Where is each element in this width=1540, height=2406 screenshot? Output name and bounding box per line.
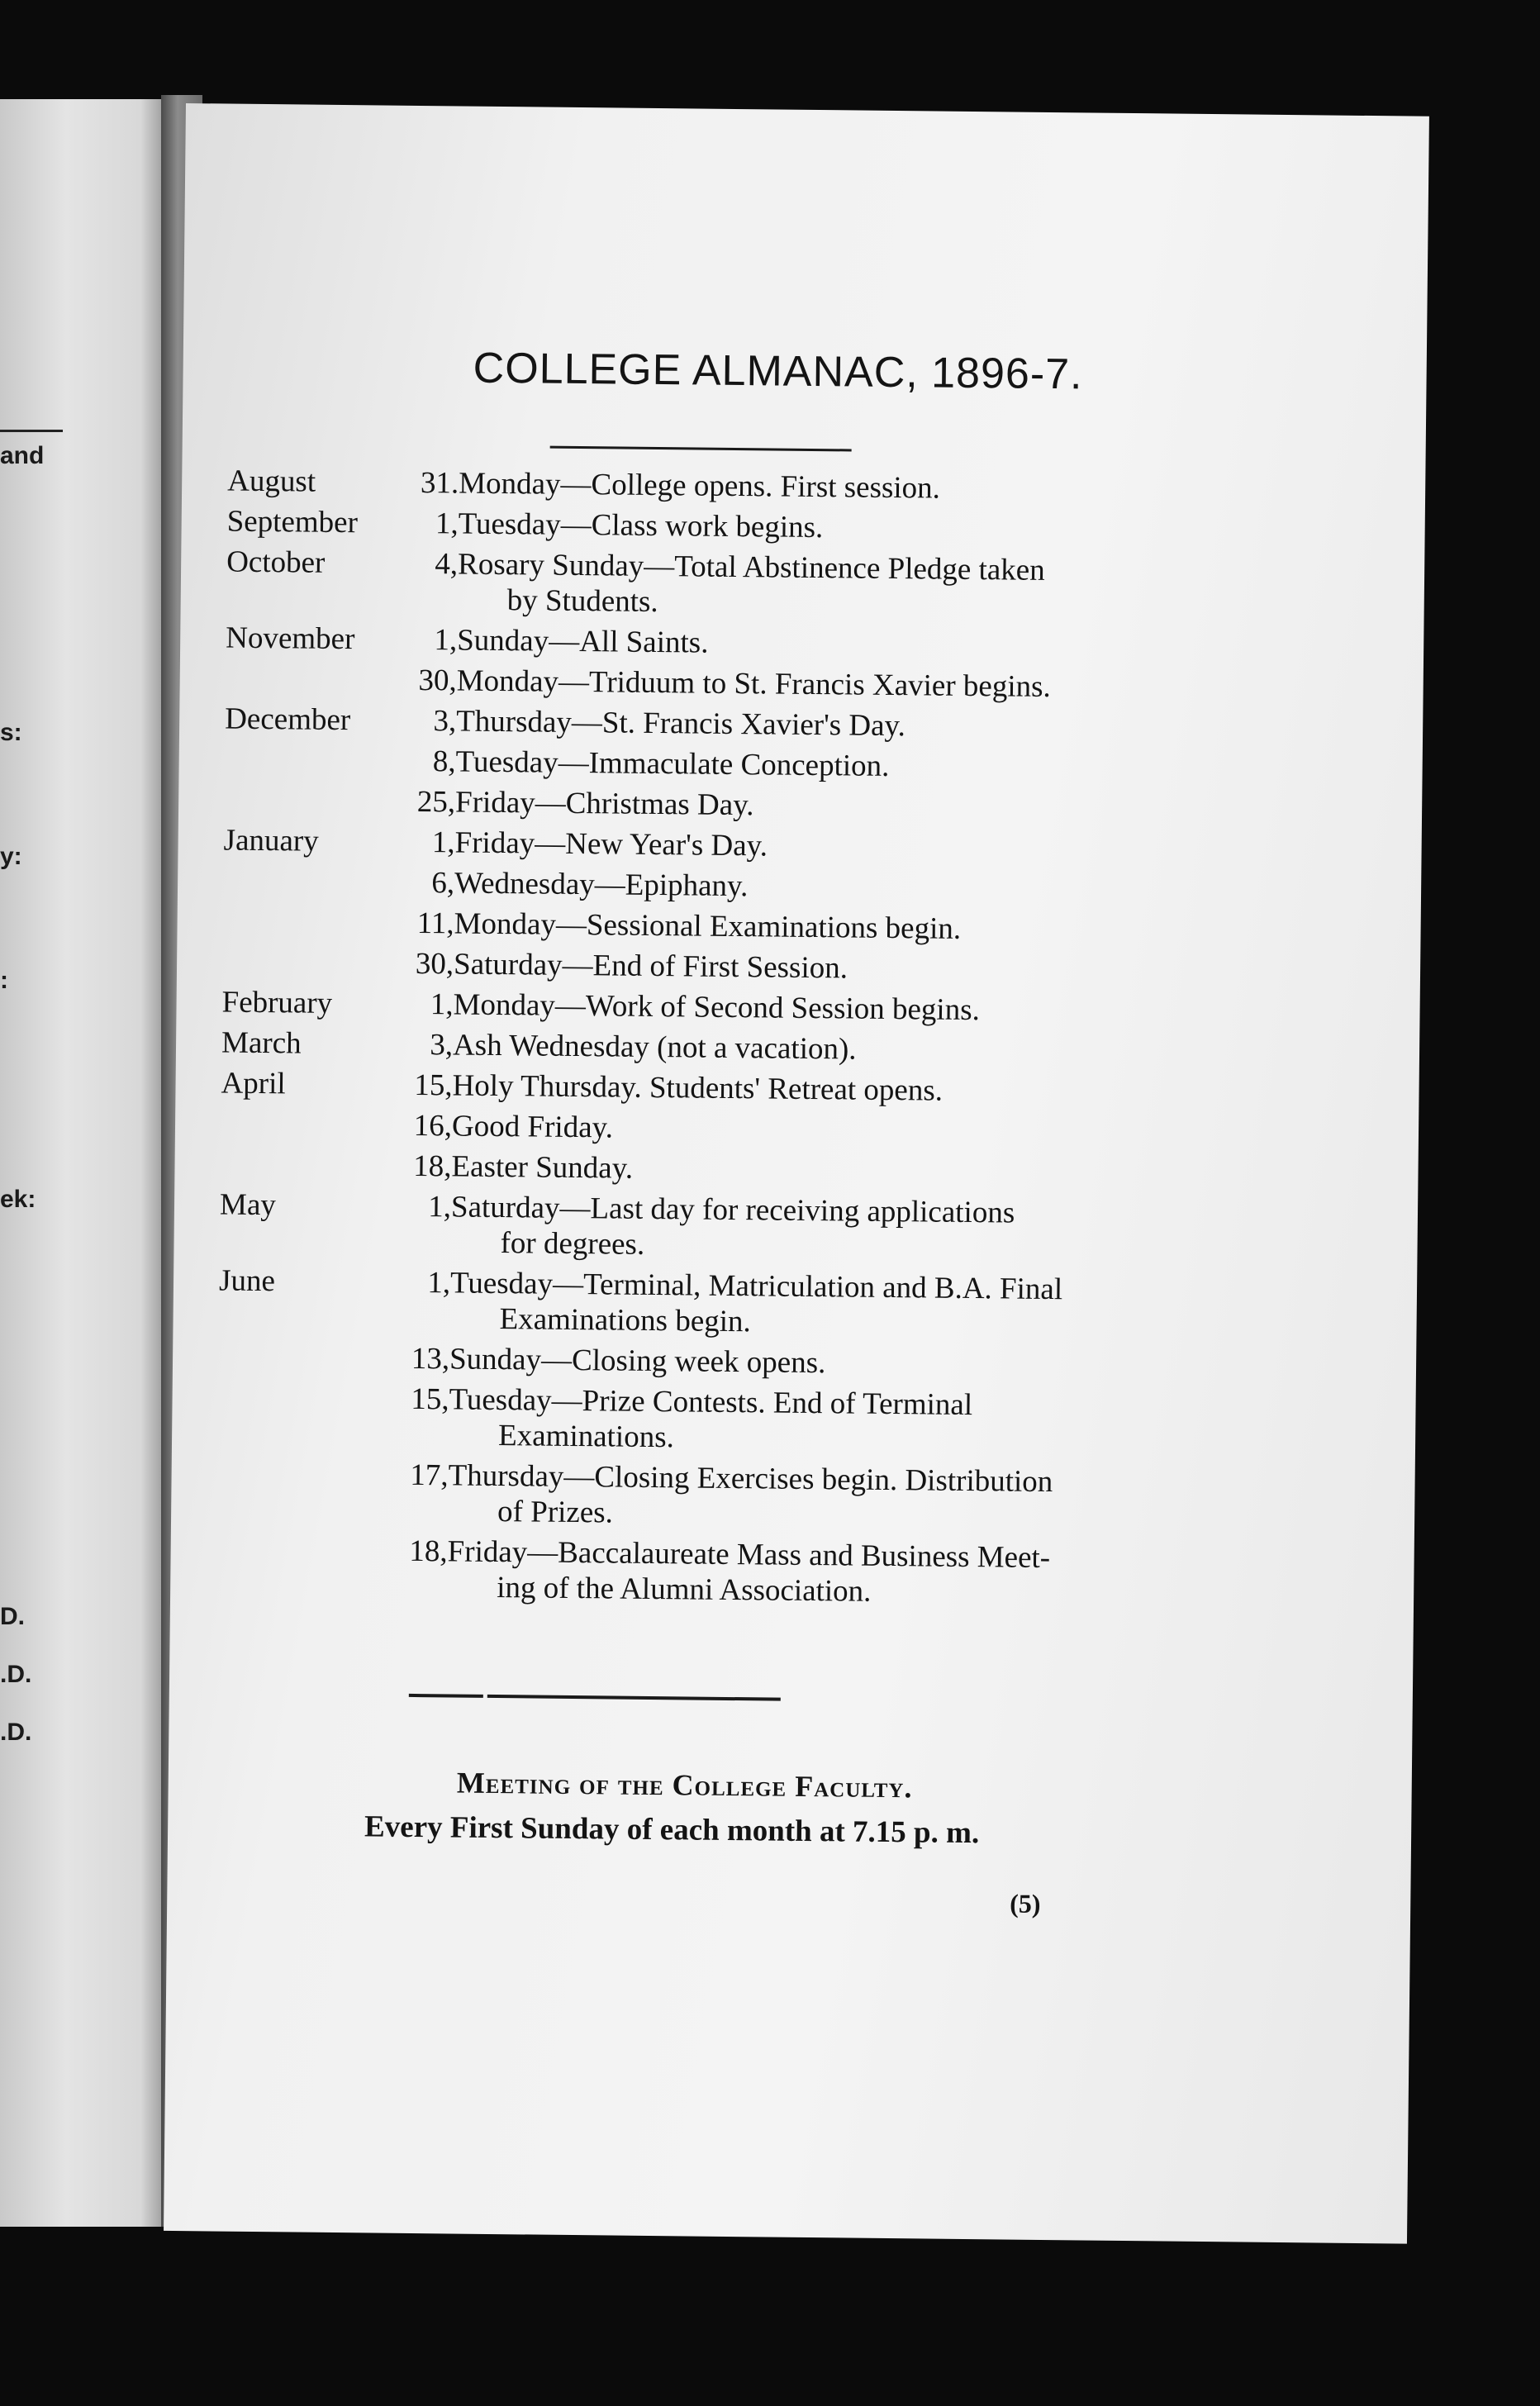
entry-month: January bbox=[223, 823, 319, 858]
almanac-entry bbox=[180, 544, 1379, 632]
entry-day: 3, bbox=[433, 704, 457, 739]
entry-text-line: Sunday—All Saints. bbox=[456, 623, 709, 660]
left-fragment: : bbox=[0, 967, 8, 994]
entry-day: 15, bbox=[414, 1067, 453, 1103]
almanac-page bbox=[164, 103, 1429, 2244]
entry-day: 1, bbox=[427, 1266, 451, 1300]
entry-text-line: Monday—College opens. First session. bbox=[458, 466, 941, 506]
page-title: COLLEGE ALMANAC, 1896-7. bbox=[473, 344, 1083, 399]
entry-day: 18, bbox=[409, 1533, 448, 1569]
meeting-heading: Meeting of the College Faculty. bbox=[456, 1766, 913, 1804]
entry-text-line: Friday—Christmas Day. bbox=[454, 785, 754, 823]
entry-day: 16, bbox=[413, 1108, 453, 1144]
left-fragment: D. bbox=[0, 1603, 25, 1630]
entry-day: 1, bbox=[428, 1190, 452, 1224]
entry-day: 1, bbox=[434, 623, 458, 658]
entry-text-line: Saturday—Last day for receiving applications bbox=[450, 1190, 1015, 1230]
entry-day: 4, bbox=[435, 547, 459, 582]
entry-text-line: Good Friday. bbox=[451, 1109, 614, 1145]
entry-text-line: Monday—Work of Second Session begins. bbox=[453, 987, 981, 1028]
entry-month: March bbox=[221, 1025, 302, 1061]
almanac-entry bbox=[171, 1455, 1370, 1543]
left-fragment: and bbox=[0, 442, 45, 469]
entry-day: 17, bbox=[410, 1457, 449, 1493]
left-fragment: y: bbox=[0, 843, 22, 870]
entry-day: 30, bbox=[418, 663, 457, 698]
entry-text-continuation: of Prizes. bbox=[497, 1495, 614, 1530]
entry-day: 30, bbox=[415, 946, 454, 982]
entry-month: August bbox=[227, 464, 316, 499]
left-fragment: ek: bbox=[0, 1186, 36, 1213]
entry-text-line: Rosary Sunday—Total Abstinence Pledge taken bbox=[457, 547, 1045, 587]
left-page bbox=[0, 99, 165, 2227]
left-fragment: .D. bbox=[0, 1719, 32, 1746]
entry-day: 15, bbox=[411, 1381, 449, 1417]
entry-text-line: Thursday—St. Francis Xavier's Day. bbox=[455, 704, 906, 744]
entry-day: 3, bbox=[430, 1028, 454, 1063]
entry-text-continuation: for degrees. bbox=[500, 1226, 645, 1262]
entry-day: 25, bbox=[416, 784, 456, 820]
entry-text bbox=[457, 546, 1313, 626]
entry-text bbox=[447, 1533, 1303, 1614]
entry-text-continuation: by Students. bbox=[506, 583, 658, 620]
entry-text-line: Monday—Sessional Examinations begin. bbox=[454, 906, 962, 946]
almanac-entry bbox=[173, 1262, 1371, 1351]
entry-month: April bbox=[221, 1066, 286, 1101]
entry-text-line: Tuesday—Prize Contests. End of Terminal bbox=[449, 1382, 973, 1423]
entry-text bbox=[449, 1265, 1305, 1345]
entry-text-line: Tuesday—Immaculate Conception. bbox=[455, 744, 890, 783]
entry-text-line: Saturday—End of First Session. bbox=[453, 947, 848, 986]
entry-day: 13, bbox=[411, 1341, 450, 1377]
entry-text bbox=[450, 1189, 1306, 1269]
entry-text bbox=[449, 1381, 1305, 1462]
entry-month: December bbox=[224, 701, 351, 738]
entry-day: 11, bbox=[416, 906, 454, 941]
entry-text-line: Holy Thursday. Students' Retreat opens. bbox=[452, 1068, 943, 1108]
closing-rule bbox=[487, 1695, 781, 1701]
entry-month: November bbox=[226, 621, 355, 657]
almanac-entry bbox=[172, 1379, 1371, 1467]
almanac-entry bbox=[173, 1186, 1372, 1275]
entry-text-line: Ash Wednesday (not a vacation). bbox=[452, 1028, 857, 1067]
page-number: (5) bbox=[1010, 1888, 1041, 1919]
entry-day: 1, bbox=[430, 987, 454, 1022]
entry-text-line: Wednesday—Epiphany. bbox=[454, 866, 749, 904]
entry-text bbox=[459, 465, 1314, 510]
meeting-schedule: Every First Sunday of each month at 7.15 p. m. bbox=[364, 1809, 980, 1851]
entry-day: 6, bbox=[431, 866, 455, 901]
closing-rule bbox=[409, 1694, 483, 1698]
entry-text-continuation: Examinations begin. bbox=[499, 1302, 751, 1339]
left-page-rule bbox=[0, 430, 63, 432]
entry-month: May bbox=[219, 1187, 277, 1223]
left-fragment: s: bbox=[0, 719, 22, 746]
entry-day: 18, bbox=[413, 1148, 452, 1184]
entry-text-line: Easter Sunday. bbox=[451, 1149, 634, 1186]
almanac-entries bbox=[170, 463, 1380, 1619]
entry-month: September bbox=[226, 504, 359, 540]
entry-text-line: Sunday—Closing week opens. bbox=[449, 1342, 826, 1381]
entry-text-line: Tuesday—Class work begins. bbox=[458, 506, 824, 545]
entry-text-line: Thursday—Closing Exercises begin. Distribution bbox=[448, 1458, 1053, 1500]
entry-day: 1, bbox=[435, 506, 459, 541]
title-rule bbox=[550, 446, 852, 452]
entry-text-line: Monday—Triduum to St. Francis Xavier begins. bbox=[456, 663, 1051, 704]
left-fragment: .D. bbox=[0, 1661, 32, 1688]
entry-day: 8, bbox=[432, 744, 456, 779]
entry-month: February bbox=[221, 985, 333, 1020]
entry-text-continuation: ing of the Alumni Association. bbox=[496, 1571, 872, 1609]
entry-text-line: Tuesday—Terminal, Matriculation and B.A. Final bbox=[449, 1266, 1063, 1307]
entry-month: June bbox=[218, 1263, 276, 1299]
entry-text-continuation: Examinations. bbox=[497, 1419, 675, 1455]
almanac-entry bbox=[170, 1531, 1369, 1619]
entry-day: 31. bbox=[420, 465, 459, 501]
entry-day: 1, bbox=[431, 825, 455, 860]
entry-text-line: Friday—Baccalaureate Mass and Business Meet- bbox=[447, 1534, 1051, 1576]
entry-text bbox=[448, 1457, 1304, 1538]
entry-month: October bbox=[226, 544, 326, 580]
entry-text-line: Friday—New Year's Day. bbox=[454, 825, 768, 863]
